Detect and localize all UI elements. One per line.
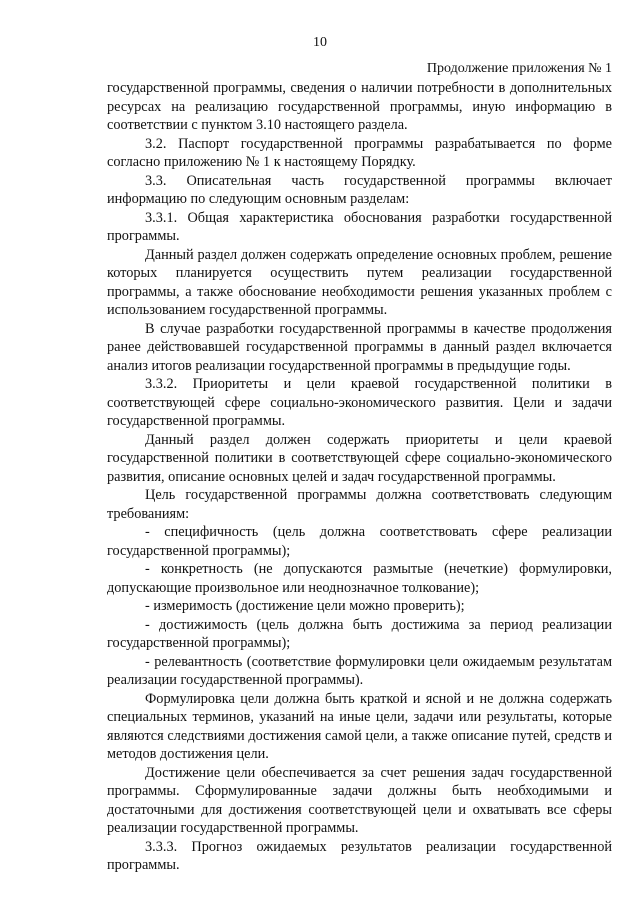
paragraph: Формулировка цели должна быть краткой и ясной и не должна содержать специальных терминов, указаний на иные цели, задачи или результаты, которые являются следствиями достижения самой цели, а также описание путей, средств и методов достижения цели.: [107, 690, 612, 762]
paragraph: 3.2. Паспорт государственной программы разрабатывается по форме согласно приложению № 1 к настоящему Порядку.: [107, 135, 612, 170]
list-item: - конкретность (не допускаются размытые (нечеткие) формулировки, допускающие произвольное или неоднозначное толкование);: [107, 561, 612, 596]
paragraph: 3.3.1. Общая характеристика обоснования разработки государственной программы.: [107, 209, 612, 244]
paragraph: государственной программы, сведения о наличии потребности в дополнительных ресурсах на реализацию государственной программы, иную информацию в соответствии с пунктом 3.10 настоящего раздела.: [107, 80, 612, 133]
paragraph: Данный раздел должен содержать определение основных проблем, решение которых планируется осуществить путем реализации государственной программы, а также обоснование необходимости решения указанных проблем с использованием государственной программы.: [107, 246, 612, 318]
page-number: 10: [313, 35, 327, 50]
paragraph: Достижение цели обеспечивается за счет решения задач государственной программы. Сформулированные задачи должны быть необходимыми и достаточными для достижения соответствующей цели и охватывать все сферы реализации государственной программы.: [107, 764, 612, 836]
appendix-continuation-note: Продолжение приложения № 1: [426, 61, 612, 76]
paragraph: Данный раздел должен содержать приоритеты и цели краевой государственной политики в соответствующей сфере социально-экономического развития, описание основных целей и задач государственной программы.: [107, 431, 612, 485]
document-body: [107, 79, 612, 875]
list-item: - специфичность (цель должна соответствовать сфере реализации государственной программы);: [107, 524, 612, 559]
paragraph: 3.3.2. Приоритеты и цели краевой государственной политики в соответствующей сфере социально-экономического развития. Цели и задачи государственной программы.: [107, 376, 612, 429]
list-item: - измеримость (достижение цели можно проверить);: [145, 598, 465, 614]
list-item: - релевантность (соответствие формулировки цели ожидаемым результатам реализации государственной программы).: [107, 653, 612, 688]
paragraph: 3.3.3. Прогноз ожидаемых результатов реализации государственной программы.: [107, 838, 612, 873]
paragraph: В случае разработки государственной программы в качестве продолжения ранее действовавшей государственной программы в данный раздел включается анализ итогов реализации государственной программы в предыдущие годы.: [107, 320, 612, 374]
list-item: - достижимость (цель должна быть достижима за период реализации государственной программы);: [107, 616, 612, 651]
paragraph: Цель государственной программы должна соответствовать следующим требованиям:: [107, 487, 612, 522]
paragraph: 3.3. Описательная часть государственной программы включает информацию по следующим основным разделам:: [107, 172, 612, 207]
